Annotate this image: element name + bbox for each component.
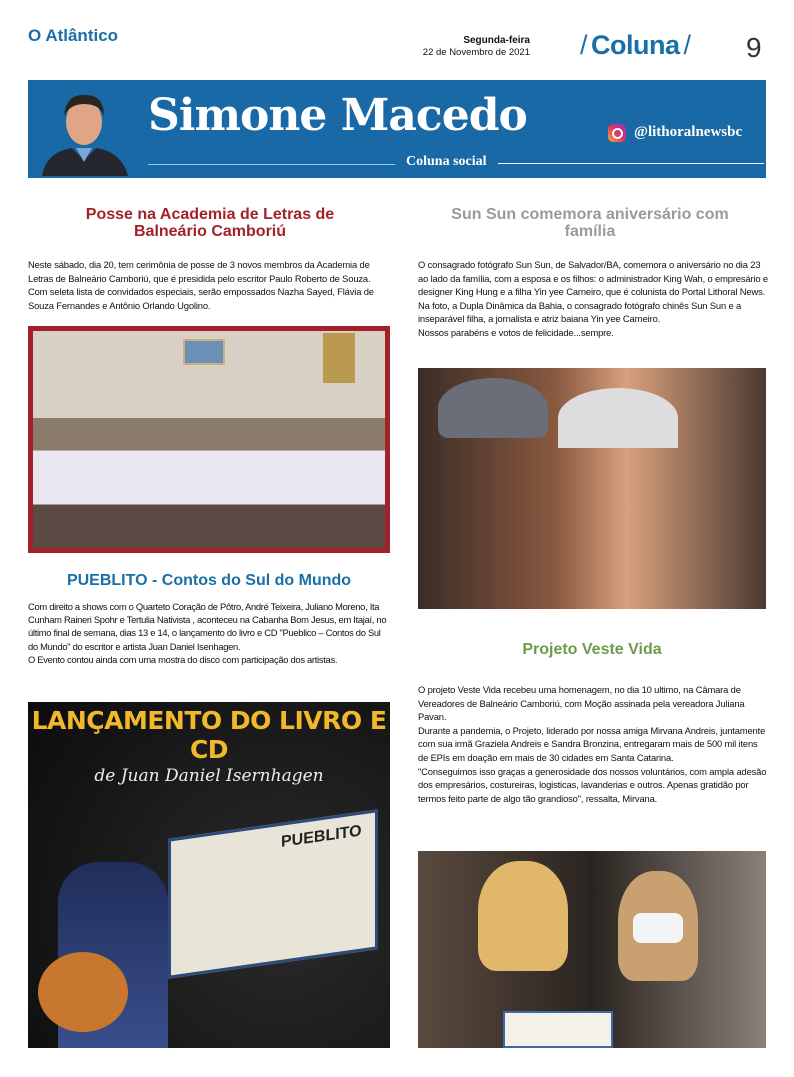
- face-mask: [633, 913, 683, 943]
- column-banner: [28, 80, 766, 178]
- academia-photo: [28, 326, 390, 553]
- article-body: [28, 600, 390, 666]
- poster-headline: LANÇAMENTO DO LIVRO E CD: [31, 706, 387, 764]
- veste-vida-photo: [418, 851, 766, 1048]
- page-number: 9: [746, 32, 762, 63]
- section-name: Coluna: [591, 30, 680, 60]
- woman-left: [478, 861, 568, 971]
- instagram-handle[interactable]: @lithoralnewsbc: [634, 124, 743, 140]
- article-title: Projeto Veste Vida: [522, 641, 662, 658]
- article-body: [418, 258, 768, 340]
- columnist-avatar: [36, 88, 132, 176]
- white-hair: [558, 388, 678, 448]
- paragraph: O projeto Veste Vida recebeu uma homenagem, no dia 10 ultimo, na Câmara de Vereadores de Balneário Camboriú, com Moção assinada pela vereadora Juliana Pavan.: [418, 684, 745, 723]
- instagram-icon: [608, 124, 626, 142]
- newspaper-logo: O Atlântico: [28, 26, 119, 45]
- date: 22 de Novembro de 2021: [422, 47, 530, 58]
- section-label: / Coluna /: [580, 30, 691, 60]
- paragraph: "Conseguimos isso graças a generosidade dos nossos voluntários, com ampla adesão dos empresários, costureiras, logisticas, lavanderias e outros. Apenas gratidão por termos feito parte de algo tão grandioso", ressalta, Mirvana.: [418, 765, 767, 804]
- divider: [498, 163, 764, 164]
- book-title: PUEBLITO: [281, 822, 362, 851]
- book-cover: [168, 809, 378, 979]
- article-body: [418, 683, 768, 805]
- article-title: Sun Sun comemora aniversário com família: [451, 206, 729, 240]
- wall-painting: [323, 333, 355, 383]
- sun-sun-photo: [418, 368, 766, 609]
- paragraph: Durante a pandemia, o Projeto, liderado por nossa amiga Mirvana Andreis, juntamente com sua irmã Graziela Andreis e Sandra Bronzina, entregaram mais de 500 mil itens de EPIs em doação em mais de 30 cidades em Santa Catarina.: [418, 724, 766, 763]
- paragraph: O Evento contou ainda com uma mostra do disco com participação dos artistas.: [28, 653, 338, 665]
- paragraph: Nossos parabéns e votos de felicidade...sempre.: [418, 326, 614, 338]
- divider: [148, 164, 395, 165]
- column-subtitle: Coluna social: [406, 154, 487, 169]
- poster-byline: de Juan Daniel Isernhagen: [94, 766, 324, 786]
- paragraph: Com direito a shows com o Quarteto Coração de Pôtro, André Teixeira, Juliano Moreno, Ita Cunham Raineri Spohr e Tertulia Nativista , aconteceu na Cabanha Bom Jesus, em Itajaí, no último final de semana, dias 13 e 14, o lançamento do livro e CD "Pueblico – Contos do Sul do Mundo" do escritor e artista Juan Daniel Isenhagen.: [28, 601, 387, 652]
- article-title: Posse na Academia de Letras de Balneário Camboriú: [85, 206, 335, 240]
- certificate: [503, 1011, 613, 1048]
- article-title: PUEBLITO - Contos do Sul do Mundo: [66, 572, 352, 589]
- paragraph: O consagrado fotógrafo Sun Sun, de Salvador/BA, comemora o aniversário no dia 23 ao lado da família, com a esposa e os filhos: o administrador King Wah, o empresário e designer King Hung e a filha Yin yee Carneiro, que é colunista do Portal Lithoral News.: [418, 259, 768, 298]
- headwrap: [438, 378, 548, 438]
- wall-painting: [183, 339, 225, 365]
- article-body: Neste sábado, dia 20, tem cerimônia de posse de 3 novos membros da Academia de Letras de Balneário Camboriú, que é presidida pelo escritor Paulo Roberto de Souza. Com seleta lista de convidados especiais, serão empossados Nazha Sayed, Flávia de Souza Fernandes e Antônio Orlando Ugolino.: [28, 259, 374, 311]
- guitar: [38, 952, 128, 1032]
- weekday: Segunda-feira: [463, 35, 530, 46]
- paragraph: Na foto, a Dupla Dinâmica da Bahia, o consagrado fotógrafo chinês Sun Sun e a inseparável filha, a jornalista e atriz baiana Yin yee Carneiro.: [418, 299, 742, 325]
- book-launch-poster: [28, 702, 390, 1048]
- columnist-name: Simone Macedo: [148, 90, 527, 141]
- poster-heading: [28, 706, 390, 786]
